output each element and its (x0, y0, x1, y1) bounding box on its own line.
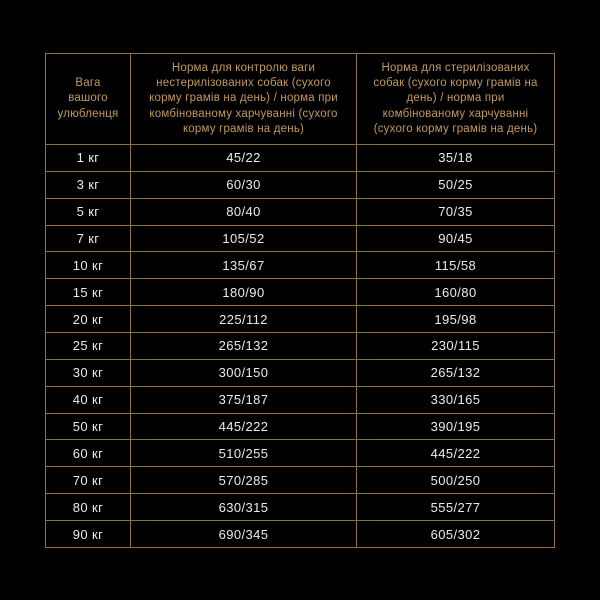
weight-cell: 70 кг (46, 467, 131, 494)
sterilized-norm-cell: 35/18 (357, 145, 555, 172)
unsterilized-norm-cell: 510/255 (131, 440, 357, 467)
weight-cell: 15 кг (46, 279, 131, 306)
unsterilized-norm-cell: 45/22 (131, 145, 357, 172)
weight-cell: 80 кг (46, 494, 131, 521)
weight-cell: 7 кг (46, 225, 131, 252)
unsterilized-norm-cell: 300/150 (131, 359, 357, 386)
table-row (46, 467, 555, 494)
sterilized-norm-cell: 265/132 (357, 359, 555, 386)
weight-cell: 50 кг (46, 413, 131, 440)
weight-cell: 90 кг (46, 521, 131, 548)
unsterilized-norm-cell: 180/90 (131, 279, 357, 306)
header-pet-weight: Вага вашого улюбленця (46, 54, 131, 145)
unsterilized-norm-cell: 570/285 (131, 467, 357, 494)
sterilized-norm-cell: 160/80 (357, 279, 555, 306)
table-row (46, 521, 555, 548)
sterilized-norm-cell: 390/195 (357, 413, 555, 440)
weight-cell: 5 кг (46, 198, 131, 225)
unsterilized-norm-cell: 690/345 (131, 521, 357, 548)
sterilized-norm-cell: 555/277 (357, 494, 555, 521)
sterilized-norm-cell: 50/25 (357, 171, 555, 198)
header-norm-unsterilized: Норма для контролю ваги нестерилізованих собак (сухого корму грамів на день) / норма при комбінованому харчуванні (сухого корму грамів на день) (131, 54, 357, 145)
table-row (46, 306, 555, 333)
feeding-norms-table (45, 53, 555, 548)
table-row (46, 198, 555, 225)
table-row (46, 359, 555, 386)
weight-cell: 1 кг (46, 145, 131, 172)
unsterilized-norm-cell: 105/52 (131, 225, 357, 252)
weight-cell: 25 кг (46, 333, 131, 360)
table-row (46, 413, 555, 440)
sterilized-norm-cell: 330/165 (357, 386, 555, 413)
sterilized-norm-cell: 115/58 (357, 252, 555, 279)
weight-cell: 30 кг (46, 359, 131, 386)
sterilized-norm-cell: 500/250 (357, 467, 555, 494)
sterilized-norm-cell: 445/222 (357, 440, 555, 467)
sterilized-norm-cell: 70/35 (357, 198, 555, 225)
table-row (46, 145, 555, 172)
sterilized-norm-cell: 605/302 (357, 521, 555, 548)
table-row (46, 171, 555, 198)
unsterilized-norm-cell: 630/315 (131, 494, 357, 521)
table-row (46, 225, 555, 252)
header-row (46, 54, 555, 145)
weight-cell: 3 кг (46, 171, 131, 198)
table-row (46, 494, 555, 521)
weight-cell: 40 кг (46, 386, 131, 413)
sterilized-norm-cell: 90/45 (357, 225, 555, 252)
table-row (46, 279, 555, 306)
table-row (46, 252, 555, 279)
table-row (46, 386, 555, 413)
unsterilized-norm-cell: 60/30 (131, 171, 357, 198)
weight-cell: 60 кг (46, 440, 131, 467)
unsterilized-norm-cell: 265/132 (131, 333, 357, 360)
table-row (46, 333, 555, 360)
unsterilized-norm-cell: 135/67 (131, 252, 357, 279)
weight-cell: 20 кг (46, 306, 131, 333)
unsterilized-norm-cell: 445/222 (131, 413, 357, 440)
sterilized-norm-cell: 230/115 (357, 333, 555, 360)
weight-cell: 10 кг (46, 252, 131, 279)
header-norm-sterilized: Норма для стерилізованих собак (сухого корму грамів на день) / норма при комбінованому харчуванні (сухого корму грамів на день) (357, 54, 555, 145)
unsterilized-norm-cell: 225/112 (131, 306, 357, 333)
unsterilized-norm-cell: 375/187 (131, 386, 357, 413)
table-row (46, 440, 555, 467)
sterilized-norm-cell: 195/98 (357, 306, 555, 333)
unsterilized-norm-cell: 80/40 (131, 198, 357, 225)
